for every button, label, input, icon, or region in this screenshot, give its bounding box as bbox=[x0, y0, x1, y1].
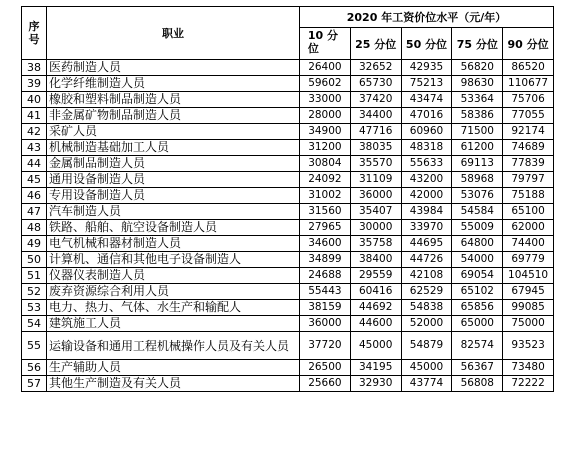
row-p90-value: 77055 bbox=[503, 108, 554, 124]
row-occupation: 建筑施工人员 bbox=[47, 316, 300, 332]
row-p50-value: 60960 bbox=[401, 124, 452, 140]
row-p10-value: 24688 bbox=[300, 268, 351, 284]
row-serial-number: 50 bbox=[22, 252, 47, 268]
table-row bbox=[22, 316, 554, 332]
table-row bbox=[22, 284, 554, 300]
row-p90-value: 62000 bbox=[503, 220, 554, 236]
row-p90-value: 75000 bbox=[503, 316, 554, 332]
row-p75-value: 71500 bbox=[452, 124, 503, 140]
row-p90-value: 74400 bbox=[503, 236, 554, 252]
row-p75-value: 56808 bbox=[452, 376, 503, 392]
row-p50-value: 43774 bbox=[401, 376, 452, 392]
row-p90-value: 75188 bbox=[503, 188, 554, 204]
row-p90-value: 93523 bbox=[503, 332, 554, 360]
row-serial-number: 38 bbox=[22, 60, 47, 76]
table-row bbox=[22, 204, 554, 220]
row-p25-value: 44692 bbox=[350, 300, 401, 316]
row-serial-number: 39 bbox=[22, 76, 47, 92]
row-serial-number: 52 bbox=[22, 284, 47, 300]
row-serial-number: 45 bbox=[22, 172, 47, 188]
header-wage-level: 2020 年工资价位水平（元/年） bbox=[300, 7, 554, 28]
header-p50: 50 分位 bbox=[401, 28, 452, 60]
table-row bbox=[22, 156, 554, 172]
row-p10-value: 38159 bbox=[300, 300, 351, 316]
row-p10-value: 24092 bbox=[300, 172, 351, 188]
row-serial-number: 53 bbox=[22, 300, 47, 316]
row-p25-value: 32930 bbox=[350, 376, 401, 392]
row-occupation: 医药制造人员 bbox=[47, 60, 300, 76]
table-row bbox=[22, 236, 554, 252]
row-p50-value: 75213 bbox=[401, 76, 452, 92]
row-p75-value: 54584 bbox=[452, 204, 503, 220]
row-p75-value: 53076 bbox=[452, 188, 503, 204]
row-p50-value: 43474 bbox=[401, 92, 452, 108]
row-p10-value: 26400 bbox=[300, 60, 351, 76]
wage-table bbox=[21, 6, 554, 392]
row-p10-value: 34600 bbox=[300, 236, 351, 252]
row-p10-value: 25660 bbox=[300, 376, 351, 392]
row-p50-value: 42935 bbox=[401, 60, 452, 76]
row-occupation: 机械制造基础加工人员 bbox=[47, 140, 300, 156]
row-p75-value: 65102 bbox=[452, 284, 503, 300]
row-p75-value: 98630 bbox=[452, 76, 503, 92]
row-p75-value: 58968 bbox=[452, 172, 503, 188]
table-row bbox=[22, 220, 554, 236]
table-row bbox=[22, 140, 554, 156]
table-row bbox=[22, 108, 554, 124]
row-p90-value: 79797 bbox=[503, 172, 554, 188]
table-row bbox=[22, 360, 554, 376]
row-p75-value: 65000 bbox=[452, 316, 503, 332]
row-p10-value: 37720 bbox=[300, 332, 351, 360]
row-p25-value: 65730 bbox=[350, 76, 401, 92]
row-p50-value: 55633 bbox=[401, 156, 452, 172]
row-occupation: 橡胶和塑料制品制造人员 bbox=[47, 92, 300, 108]
row-p25-value: 30000 bbox=[350, 220, 401, 236]
row-p75-value: 64800 bbox=[452, 236, 503, 252]
table-row bbox=[22, 76, 554, 92]
table-row bbox=[22, 92, 554, 108]
row-p25-value: 35407 bbox=[350, 204, 401, 220]
row-p25-value: 35758 bbox=[350, 236, 401, 252]
row-occupation: 铁路、船舶、航空设备制造人员 bbox=[47, 220, 300, 236]
row-p90-value: 72222 bbox=[503, 376, 554, 392]
table-row bbox=[22, 300, 554, 316]
row-p90-value: 67945 bbox=[503, 284, 554, 300]
row-occupation: 计算机、通信和其他电子设备制造人 bbox=[47, 252, 300, 268]
row-serial-number: 48 bbox=[22, 220, 47, 236]
row-occupation: 金属制品制造人员 bbox=[47, 156, 300, 172]
row-p75-value: 61200 bbox=[452, 140, 503, 156]
row-p75-value: 55009 bbox=[452, 220, 503, 236]
row-p10-value: 55443 bbox=[300, 284, 351, 300]
table-row bbox=[22, 332, 554, 360]
row-p75-value: 69054 bbox=[452, 268, 503, 284]
row-p25-value: 35570 bbox=[350, 156, 401, 172]
row-p10-value: 30804 bbox=[300, 156, 351, 172]
row-p50-value: 54838 bbox=[401, 300, 452, 316]
row-occupation: 仪器仪表制造人员 bbox=[47, 268, 300, 284]
header-occupation: 职业 bbox=[47, 7, 300, 60]
row-serial-number: 41 bbox=[22, 108, 47, 124]
row-occupation: 运输设备和通用工程机械操作人员及有关人员 bbox=[47, 332, 300, 360]
row-serial-number: 40 bbox=[22, 92, 47, 108]
row-p75-value: 69113 bbox=[452, 156, 503, 172]
row-p25-value: 34195 bbox=[350, 360, 401, 376]
row-serial-number: 54 bbox=[22, 316, 47, 332]
row-p75-value: 56820 bbox=[452, 60, 503, 76]
row-occupation: 电气机械和器材制造人员 bbox=[47, 236, 300, 252]
table-row bbox=[22, 60, 554, 76]
row-p25-value: 31109 bbox=[350, 172, 401, 188]
row-serial-number: 47 bbox=[22, 204, 47, 220]
row-occupation: 化学纤维制造人员 bbox=[47, 76, 300, 92]
row-p10-value: 27965 bbox=[300, 220, 351, 236]
header-p75: 75 分位 bbox=[452, 28, 503, 60]
table-body bbox=[22, 60, 554, 392]
header-p90: 90 分位 bbox=[503, 28, 554, 60]
row-serial-number: 42 bbox=[22, 124, 47, 140]
table-row bbox=[22, 172, 554, 188]
row-p25-value: 37420 bbox=[350, 92, 401, 108]
row-p10-value: 36000 bbox=[300, 316, 351, 332]
row-serial-number: 56 bbox=[22, 360, 47, 376]
row-occupation: 废弃资源综合利用人员 bbox=[47, 284, 300, 300]
row-serial-number: 46 bbox=[22, 188, 47, 204]
row-p25-value: 38035 bbox=[350, 140, 401, 156]
row-serial-number: 43 bbox=[22, 140, 47, 156]
row-p90-value: 110677 bbox=[503, 76, 554, 92]
row-p50-value: 54879 bbox=[401, 332, 452, 360]
row-p25-value: 60416 bbox=[350, 284, 401, 300]
row-p10-value: 28000 bbox=[300, 108, 351, 124]
row-p10-value: 26500 bbox=[300, 360, 351, 376]
row-occupation: 汽车制造人员 bbox=[47, 204, 300, 220]
row-p90-value: 75706 bbox=[503, 92, 554, 108]
row-occupation: 非金属矿物制品制造人员 bbox=[47, 108, 300, 124]
row-p90-value: 99085 bbox=[503, 300, 554, 316]
row-serial-number: 51 bbox=[22, 268, 47, 284]
row-p10-value: 33000 bbox=[300, 92, 351, 108]
row-p10-value: 31200 bbox=[300, 140, 351, 156]
row-p10-value: 31002 bbox=[300, 188, 351, 204]
row-p50-value: 48318 bbox=[401, 140, 452, 156]
row-p50-value: 44695 bbox=[401, 236, 452, 252]
table-row bbox=[22, 376, 554, 392]
header-serial-number bbox=[22, 7, 47, 60]
row-p25-value: 29559 bbox=[350, 268, 401, 284]
header-p10-label: 10 分位 bbox=[307, 29, 339, 55]
row-p50-value: 42000 bbox=[401, 188, 452, 204]
row-occupation: 采矿人员 bbox=[47, 124, 300, 140]
row-p90-value: 65100 bbox=[503, 204, 554, 220]
table-row bbox=[22, 124, 554, 140]
row-p75-value: 65856 bbox=[452, 300, 503, 316]
row-p50-value: 47016 bbox=[401, 108, 452, 124]
row-p75-value: 54000 bbox=[452, 252, 503, 268]
table-row bbox=[22, 268, 554, 284]
row-p10-value: 34900 bbox=[300, 124, 351, 140]
row-serial-number: 57 bbox=[22, 376, 47, 392]
row-occupation: 生产辅助人员 bbox=[47, 360, 300, 376]
row-occupation: 电力、热力、气体、水生产和输配人 bbox=[47, 300, 300, 316]
row-p10-value: 59602 bbox=[300, 76, 351, 92]
table-row bbox=[22, 252, 554, 268]
row-p50-value: 52000 bbox=[401, 316, 452, 332]
row-p50-value: 43200 bbox=[401, 172, 452, 188]
row-occupation: 其他生产制造及有关人员 bbox=[47, 376, 300, 392]
row-occupation: 专用设备制造人员 bbox=[47, 188, 300, 204]
row-p10-value: 34899 bbox=[300, 252, 351, 268]
row-serial-number: 49 bbox=[22, 236, 47, 252]
row-p90-value: 69779 bbox=[503, 252, 554, 268]
row-p90-value: 74689 bbox=[503, 140, 554, 156]
row-p10-value: 31560 bbox=[300, 204, 351, 220]
row-p50-value: 45000 bbox=[401, 360, 452, 376]
row-p50-value: 44726 bbox=[401, 252, 452, 268]
row-p50-value: 43984 bbox=[401, 204, 452, 220]
header-p10 bbox=[300, 28, 351, 60]
row-p25-value: 47716 bbox=[350, 124, 401, 140]
row-p75-value: 58386 bbox=[452, 108, 503, 124]
row-p90-value: 86520 bbox=[503, 60, 554, 76]
row-p25-value: 44600 bbox=[350, 316, 401, 332]
row-p90-value: 77839 bbox=[503, 156, 554, 172]
row-p75-value: 56367 bbox=[452, 360, 503, 376]
row-p25-value: 36000 bbox=[350, 188, 401, 204]
row-p75-value: 82574 bbox=[452, 332, 503, 360]
row-p50-value: 42108 bbox=[401, 268, 452, 284]
row-p25-value: 34400 bbox=[350, 108, 401, 124]
table-row bbox=[22, 188, 554, 204]
row-p25-value: 32652 bbox=[350, 60, 401, 76]
row-p90-value: 104510 bbox=[503, 268, 554, 284]
row-p25-value: 38400 bbox=[350, 252, 401, 268]
row-p50-value: 62529 bbox=[401, 284, 452, 300]
row-p75-value: 53364 bbox=[452, 92, 503, 108]
row-occupation: 通用设备制造人员 bbox=[47, 172, 300, 188]
header-serial-number-label: 序号 bbox=[28, 20, 40, 46]
row-p50-value: 33970 bbox=[401, 220, 452, 236]
row-p90-value: 92174 bbox=[503, 124, 554, 140]
row-p25-value: 45000 bbox=[350, 332, 401, 360]
row-serial-number: 55 bbox=[22, 332, 47, 360]
header-p25: 25 分位 bbox=[350, 28, 401, 60]
wage-table-container bbox=[21, 6, 554, 392]
row-p90-value: 73480 bbox=[503, 360, 554, 376]
row-serial-number: 44 bbox=[22, 156, 47, 172]
